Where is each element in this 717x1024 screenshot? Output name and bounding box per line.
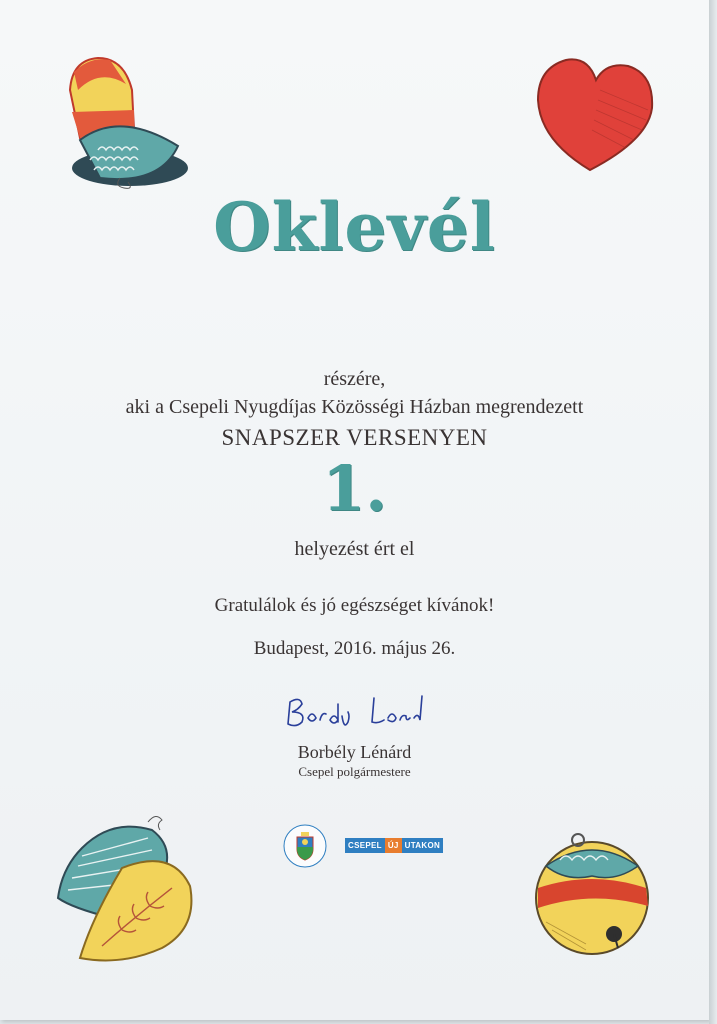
logo-part-utakon: UTAKON [402, 838, 443, 853]
event-name: SNAPSZER VERSENYEN [221, 425, 488, 450]
greeting-line: Gratulálok és jó egészséget kívánok! [214, 595, 495, 616]
signer-title: Csepel polgármestere [298, 764, 411, 779]
bell-acorn-icon [50, 50, 190, 190]
achievement-line: helyezést ért el [294, 538, 415, 560]
csepel-uj-utakon-logo [345, 838, 443, 853]
leaf-icon [52, 808, 202, 968]
signature [280, 690, 430, 738]
heart-icon [530, 50, 660, 180]
paper-edge [709, 0, 717, 1024]
event-line: aki a Csepeli Nyugdíjas Közösségi Házban megrendezett [125, 396, 584, 418]
certificate-title: Oklevél [213, 188, 496, 266]
coat-of-arms-icon [282, 823, 328, 869]
bell-ball-icon [526, 826, 662, 962]
logo-part-uj: ÚJ [385, 838, 402, 853]
signer-name: Borbély Lénárd [297, 742, 412, 762]
place-number: 1. [322, 452, 387, 525]
date-place-line: Budapest, 2016. május 26. [253, 638, 456, 659]
logo-part-csepel: CSEPEL [345, 838, 385, 853]
recipient-line: részére, [323, 368, 386, 390]
